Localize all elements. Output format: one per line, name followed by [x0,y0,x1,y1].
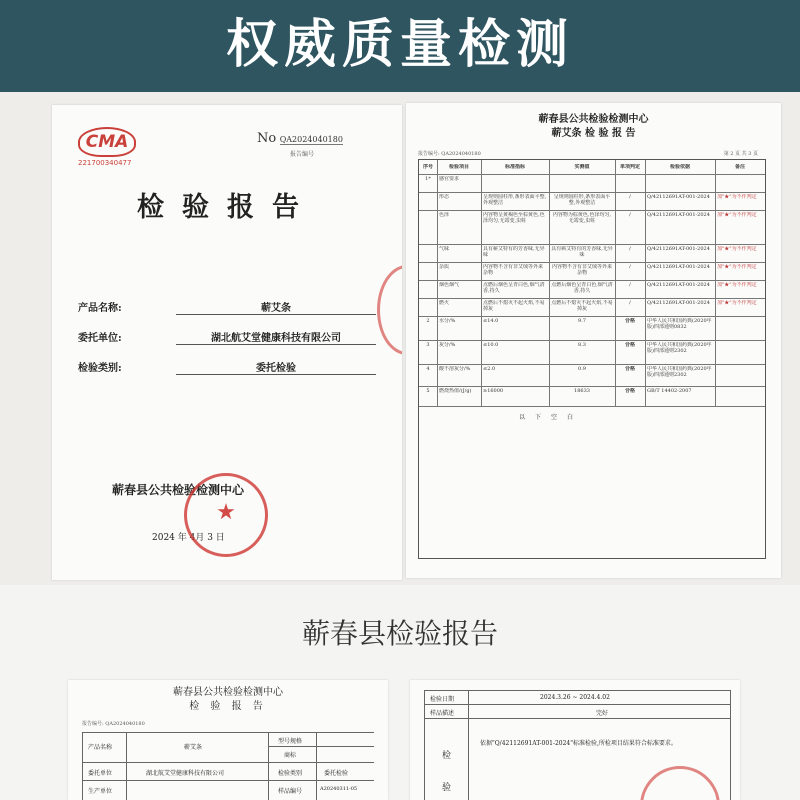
results-meta-page: 第 2 页 共 3 页 [723,151,758,157]
table-row [419,280,765,281]
table-cell-std: 内容物呈黄褐色至棕黄色,色泽均匀,无霉变,虫蛀 [483,212,545,224]
field-client [78,325,378,345]
table-cell-basis: Q/42112691AT-001-2024 [647,282,710,288]
table-line [126,732,127,800]
table-row [419,244,765,245]
table-column-line [615,160,616,406]
field-value: 蕲艾条 [176,295,376,315]
table-header-cell: 单项判定 [619,164,640,170]
table-cell-std: 呈规则圆柱形,条形表面平整,外观整洁 [483,194,547,206]
section-subtitle: 蕲春县检验报告 [301,617,498,650]
table-column-line [481,160,482,406]
table-cell-basis: 中华人民共和国药典(2020年版)四部通则2302 [647,342,712,354]
table-cell-val: 呈规则圆柱形,条形表面平整,外观整洁 [553,194,611,206]
table-cell-item: 灰分/% [439,342,456,348]
table-cell-judge: 合格 [624,318,635,324]
table-cell-item: 气味 [439,246,450,252]
field-label: 委托单位: [78,333,122,344]
results-table [418,159,766,559]
cma-logo [78,127,136,167]
issuing-organization: 蕲春县公共检验检测中心 [112,483,245,497]
report-preview-conclusion [410,680,740,800]
report-cover-page [52,105,402,580]
table-row [419,316,765,317]
table-cell-judge: 合格 [624,342,635,348]
table-line [424,690,425,800]
table-cell-note: 加"★"为不作判定 [717,264,757,270]
table-cell-note: 加"★"为不作判定 [717,282,757,288]
results-meta-number: 报告编号: QA2024040180 [418,151,481,157]
cell: 产品名称 [88,744,113,751]
cma-code: 221700340477 [78,159,132,167]
table-cell-judge: / [629,300,631,306]
table-cell-judge [617,176,643,191]
table-cell-no [421,194,435,209]
table-cell-note [717,342,763,363]
table-cell-basis: 中华人民共和国药典(2020年版)四部通则2302 [647,366,712,378]
table-cell-note: 加"★"为不作判定 [717,212,757,218]
cell: 样品描述 [430,710,455,717]
cell: 样品编号 [278,788,303,795]
preview-header [68,686,388,714]
table-cell-item: 色泽 [439,212,450,218]
table-line [82,762,374,763]
table-cell-val: 内容物不含有非艾绒等外来杂物 [551,264,612,276]
table-cell-note [717,318,763,339]
report-number-value: QA2024040180 [279,135,343,144]
table-cell-note [717,366,763,385]
star-icon: ★ [216,500,236,525]
table-cell-val: 内容物为棕黄色,色泽均匀,无霉变,虫蛀 [552,212,612,224]
table-cell-basis: Q/42112691AT-001-2024 [647,246,710,252]
report-number-label: No [257,131,277,146]
table-header-cell: 检验项目 [448,164,469,170]
table-row [419,192,765,193]
table-line [424,690,730,691]
preview-header-org: 蕲春县公共检验检测中心 [173,687,283,698]
table-cell-note [717,388,763,405]
cell: 验 [442,783,452,793]
cell: 蕲艾条 [184,744,203,751]
cell: 生产单位 [88,788,113,795]
table-cell-basis: Q/42112691AT-001-2024 [647,194,710,200]
field-product-name [78,295,378,315]
table-line [730,690,731,800]
table-cell-val: 点燃后烟色呈青白色,烟气清香,持久 [551,282,613,294]
table-header-cell: 备注 [734,164,745,170]
table-cell-basis: Q/42112691AT-001-2024 [647,264,710,270]
table-cell-std: ≥16000 [483,388,504,394]
table-cell-val: 18633 [574,388,590,394]
table-cell-no: 4 [426,366,430,372]
conclusion-text: 依据"Q/42112691AT-001-2024"标准检验,所检项目结果符合标准要求。 [480,740,677,747]
report-number [257,131,343,146]
results-header-title: 蕲艾条 检 验 报 告 [551,128,636,139]
banner [0,0,800,92]
table-cell-judge: 合格 [624,366,635,372]
table-row [419,406,765,407]
table-cell-no [421,300,435,315]
table-column-line [549,160,550,406]
table-header-cell: 实测值 [574,164,590,170]
table-cell-basis [647,176,713,191]
table-cell-judge: / [629,264,631,270]
table-line [82,780,374,781]
table-row [419,174,765,175]
table-cell-item: 燃烧热值/(J/g) [439,388,472,394]
cell: A20240311-05 [320,786,358,792]
issue-date: 2024 年 4月 3 日 [152,533,225,543]
table-column-line [645,160,646,406]
table-cell-no [421,282,435,297]
table-cell-basis: 中华人民共和国药典(2020年版)四部通则0832 [647,318,712,330]
table-cell-std: 点燃后烟色呈青白色,烟气清香,持久 [483,282,545,294]
official-seal [640,766,720,800]
table-cell-note: 加"★"为不作判定 [717,300,757,306]
cell: 检验日期 [430,696,455,703]
table-cell-std: ≤10.0 [483,342,499,348]
table-cell-val: 点燃后不熄灭不起火焰,不易掉灰 [551,300,613,312]
table-cell-no: 1* [425,176,431,182]
field-label: 产品名称: [78,303,122,314]
table-cell-no: 2 [426,318,430,324]
preview-report-number: 报告编号: QA2024040180 [82,721,145,727]
results-header-org: 蕲春县公共检验检测中心 [538,114,649,125]
table-line [424,704,730,705]
table-cell-no: 3 [426,342,430,348]
table-cell-item: 感官要求 [439,176,460,182]
cell: 型号规格 [278,738,303,745]
table-cell-note [717,176,763,191]
table-cell-std: 点燃后不熄灭不起火焰,不易掉灰 [483,300,545,312]
table-cell-val [551,176,613,191]
field-value: 湖北航艾堂健康科技有限公司 [176,325,376,345]
table-cell-val: 8.3 [578,342,586,348]
table-column-line [715,160,716,406]
official-seal [184,473,268,557]
table-cell-std [483,176,547,191]
edge-seal [377,265,402,355]
table-cell-basis: Q/42112691AT-001-2024 [647,212,710,218]
cell: 检 [442,751,452,761]
table-cell-item: 烟色烟气 [439,282,460,288]
table-cell-judge: / [629,246,631,252]
table-column-line [437,160,438,406]
table-cell-item: 形态 [439,194,450,200]
report-preview-cover [68,680,388,800]
table-cell-std: 具有蕲艾特有的芳香味,无异味 [483,246,545,258]
cell: 委托检验 [324,770,349,777]
field-value: 委托检验 [176,355,376,375]
table-header-cell: 序号 [422,164,433,170]
table-cell-std: 内容物不含有非艾绒等外来杂物 [483,264,544,276]
blank-below-note: 以下空白 [519,414,584,421]
results-meta [418,150,768,157]
table-cell-item: 杂质 [439,264,450,270]
table-cell-no: 5 [426,388,430,394]
table-cell-no [421,212,435,243]
table-row [419,210,765,211]
cover-title: 检验报告 [137,192,317,223]
table-cell-basis: Q/42112691AT-001-2024 [647,300,710,306]
cma-mark: CMA [78,127,136,157]
report-results-page [406,103,781,578]
table-header-cell: 检验依据 [669,164,690,170]
table-row [419,386,765,387]
table-line [268,732,269,800]
table-cell-val: 具有蕲艾特有的芳香味,无异味 [551,246,613,258]
report-number-caption: 报告编号 [290,151,315,158]
cell: 完好 [596,710,609,717]
table-line [468,690,469,800]
table-cell-std: ≤2.0 [483,366,496,372]
cell: 湖北航艾堂健康科技有限公司 [146,770,225,777]
table-cell-judge: / [629,194,631,200]
table-cell-val: 0.9 [578,366,586,372]
table-row [419,298,765,299]
table-cell-item: 燃火 [439,300,450,306]
table-cell-item: 水分/% [439,318,456,324]
table-row [419,262,765,263]
table-cell-judge: / [629,282,631,288]
table-line [82,732,83,800]
table-line [424,718,730,719]
cell: 委托单位 [88,770,113,777]
table-row [419,364,765,365]
table-line [268,746,374,747]
table-cell-no [421,246,435,261]
table-row [419,340,765,341]
cell: 2024.3.26 ~ 2024.4.02 [540,694,610,701]
table-cell-note: 加"★"为不作判定 [717,246,757,252]
banner-title: 权威质量检测 [225,15,574,75]
table-header-cell: 标准指标 [504,164,525,170]
field-inspection-type [78,355,378,375]
table-cell-judge: 合格 [624,388,635,394]
cell: 检验类别 [278,770,303,777]
table-cell-val: 9.7 [578,318,586,324]
preview-header-title: 检 验 报 告 [189,701,267,712]
results-header [406,113,781,141]
table-cell-judge: / [629,212,631,218]
field-label: 检验类别: [78,363,122,374]
table-cell-basis: GB/T 14402-2007 [647,388,692,394]
cell: 商标 [284,752,297,759]
table-cell-no [421,264,435,279]
table-cell-item: 酸不溶灰分/% [439,366,471,372]
table-cell-std: ≤14.0 [483,318,499,324]
table-line [316,732,317,800]
table-cell-note: 加"★"为不作判定 [717,194,757,200]
